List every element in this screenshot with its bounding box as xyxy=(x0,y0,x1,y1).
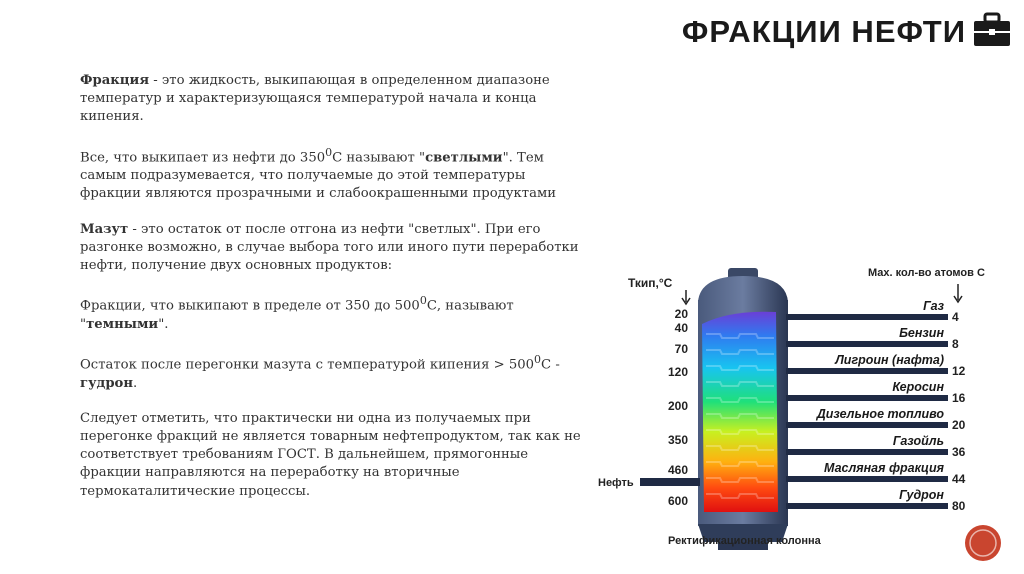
fraction-pipe xyxy=(786,449,948,455)
fraction-pipe xyxy=(786,503,948,509)
fraction-atoms: 20 xyxy=(952,418,966,432)
fraction-atoms: 12 xyxy=(952,364,966,378)
fraction-pipe xyxy=(786,314,948,320)
fraction-name: Керосин xyxy=(892,380,944,394)
fraction-name: Бензин xyxy=(899,326,944,340)
fraction-atoms: 8 xyxy=(952,337,959,351)
temp-label: 20 xyxy=(674,307,688,321)
fraction-atoms: 36 xyxy=(952,445,966,459)
temp-label: 120 xyxy=(667,365,688,379)
paragraph-note: Следует отметить, что практически ни одна из получаемых при перегонке фракций не является товарным нефтепродуктом, так как не соответствует требованиям ГОСТ. В дальнейшем, прямогонные фракции направляются на переработку на вторичные термокаталитические процессы. xyxy=(80,410,581,499)
paragraph-mazut: Мазут - это остаток от после отгона из нефти "светлых". При его разгонке возможно, в случае выбора того или иного пути переработки нефти, получение двух основных продуктов: xyxy=(80,221,579,274)
fraction-pipe xyxy=(786,368,948,374)
fraction-name: Лигроин (нафта) xyxy=(835,353,944,367)
fraction-pipe xyxy=(786,476,948,482)
paragraph-light-fractions: Все, что выкипает из нефти до $350^0С$ называют "светлыми". Тем самым подразумевается, что получаемые до этой температуры фракции являются прозрачными и слабоокрашенными продуктами xyxy=(80,145,556,202)
fraction-outputs xyxy=(786,299,966,513)
fraction-name: Масляная фракция xyxy=(824,461,944,475)
temp-label: 350 xyxy=(667,433,688,447)
fraction-pipe xyxy=(786,422,948,428)
fraction-name: Газ xyxy=(923,299,944,313)
paragraph-fraction-definition: Фракция - это жидкость, выкипающая в определенном диапазоне температур и характеризующаяся температурой начала и конца кипения. xyxy=(80,73,550,125)
temp-label: 460 xyxy=(667,463,688,477)
fraction-atoms: 4 xyxy=(952,310,959,324)
text-block xyxy=(80,72,585,518)
fraction-atoms: 44 xyxy=(952,472,966,486)
fraction-pipe xyxy=(786,395,948,401)
fraction-name: Дизельное топливо xyxy=(816,407,944,421)
oil-input-pipe xyxy=(640,478,700,486)
decorative-circle-icon xyxy=(964,524,1002,562)
temp-header: Ткип,°С xyxy=(628,276,673,290)
paragraph-gudron: Остаток после перегонки мазута с температурой кипения > $500^0С$ - гудрон. xyxy=(80,353,560,391)
fraction-atoms: 80 xyxy=(952,499,966,513)
temperature-labels xyxy=(668,307,688,508)
fraction-name: Гудрон xyxy=(899,488,944,502)
temp-label: 40 xyxy=(674,321,688,335)
column-dome xyxy=(698,276,788,302)
briefcase-icon xyxy=(972,12,1012,48)
atoms-header: Мах. кол-во атомов С xyxy=(868,267,985,279)
temp-label: 600 xyxy=(667,494,688,508)
fraction-name: Газойль xyxy=(892,434,944,448)
rectification-column-diagram xyxy=(590,262,1010,562)
temp-label: 200 xyxy=(667,399,688,413)
paragraph-dark-fractions: Фракции, что выкипают в пределе от 350 до $500^0С$, называют "темными". xyxy=(80,294,514,332)
column-caption: Ректификационная колонна xyxy=(668,535,821,547)
fraction-atoms: 16 xyxy=(952,391,966,405)
temp-label: 70 xyxy=(674,342,688,356)
oil-input-label: Нефть xyxy=(598,477,634,489)
page-title: ФРАКЦИИ НЕФТИ xyxy=(681,14,966,49)
fraction-pipe xyxy=(786,341,948,347)
